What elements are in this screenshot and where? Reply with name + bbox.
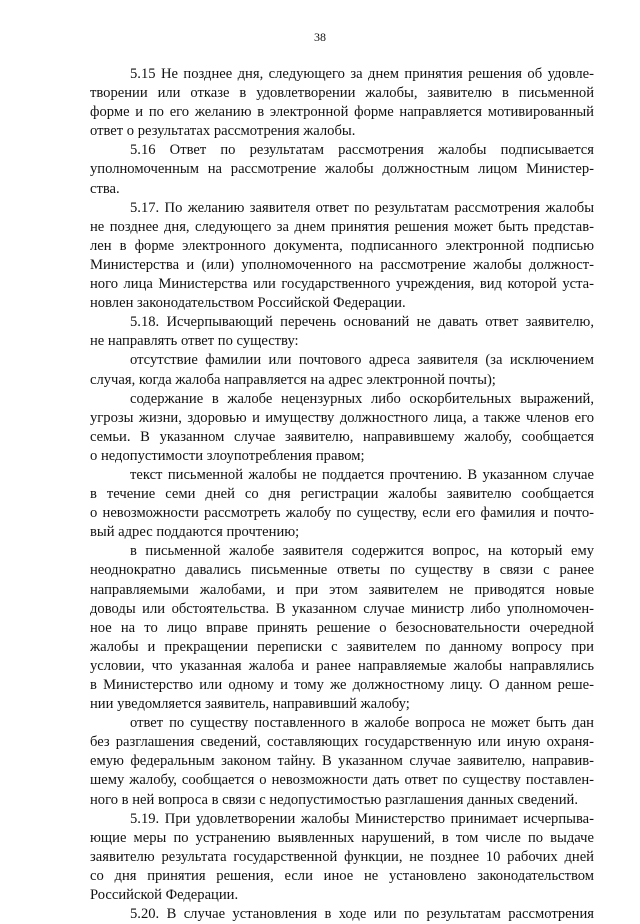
paragraph <box>90 905 594 924</box>
text-line: емую федеральным законом тайну. В указанном случае заявителю, направив- <box>90 753 594 770</box>
text-line: угрозы жизни, здоровью и имуществу должностного лица, а также членов его <box>90 409 594 426</box>
text-line: уполномоченным на рассмотрение жалобы должностным лицом Министер- <box>90 161 594 178</box>
text-line: ства. <box>90 180 120 197</box>
text-line: жалобы и прекращении переписки с заявителем по данному вопросу при <box>90 638 594 655</box>
text-line: доводы или обстоятельства. В указанном случае министр либо уполномочен- <box>90 600 594 617</box>
text-line: в письменной жалобе заявителя содержится вопрос, на который ему <box>130 543 594 560</box>
paragraph <box>90 390 594 466</box>
paragraph <box>90 141 594 198</box>
text-line: 5.20. В случае установления в ходе или по результатам рассмотрения <box>130 906 594 923</box>
text-line: направляемыми жалобами, и при этом заявителем не приводятся новые <box>90 581 594 598</box>
text-line: текст письменной жалобы не поддается прочтению. В указанном случае <box>130 466 594 483</box>
paragraph <box>90 199 594 314</box>
text-line: о недопустимости злоупотребления правом; <box>90 447 365 464</box>
paragraph <box>90 810 594 905</box>
text-line: Российской Федерации. <box>90 887 239 904</box>
text-line: ответ по существу поставленного в жалобе вопроса не может быть дан <box>130 715 594 732</box>
text-line: 5.16 Ответ по результатам рассмотрения жалобы подписывается <box>130 142 594 159</box>
text-line: семьи. В указанном случае заявителю, направившему жалобу, сообщается <box>90 428 594 445</box>
paragraph <box>90 714 594 809</box>
text-line: нии уведомляется заявитель, направивший жалобу; <box>90 696 410 713</box>
text-line: ющие меры по устранению выявленных нарушений, в том числе по выдаче <box>90 829 594 846</box>
text-line: условии, что указанная жалоба и ранее направляемые жалобы направлялись <box>90 657 594 674</box>
text-line: 5.19. При удовлетворении жалобы Министерство принимает исчерпыва- <box>130 810 594 827</box>
text-line: заявителю результата государственной функции, не позднее 10 рабочих дней <box>90 848 594 865</box>
text-line: неоднократно давались письменные ответы по существу в связи с ранее <box>90 562 594 579</box>
text-line: в Министерство или одному и тому же должностному лицу. О данном реше- <box>90 677 594 693</box>
text-line: 5.18. Исчерпывающий перечень оснований не давать ответ заявителю, <box>130 314 594 331</box>
text-line: содержание в жалобе нецензурных либо оскорбительных выражений, <box>130 390 594 407</box>
text-line: ного в ней вопроса в связи с недопустимостью разглашения данных сведений. <box>90 791 578 808</box>
text-line: ного лица Министерства или государственного учреждения, вид которой уста- <box>90 276 594 293</box>
document-body <box>90 65 594 924</box>
text-line: вый адрес поддаются прочтению; <box>90 524 300 541</box>
text-line: ное на то лицо вправе принять решение о безосновательности очередной <box>90 619 594 636</box>
paragraph <box>90 466 594 542</box>
text-line: творении или отказе в удовлетворении жалобы, заявителю в письменной <box>90 85 594 102</box>
text-line: Министерства и (или) уполномоченного на рассмотрение жалобы должност- <box>90 256 594 273</box>
text-line: ответ о результатах рассмотрения жалобы. <box>90 123 356 140</box>
page-number: 38 <box>314 30 326 44</box>
text-line: форме и по его желанию в электронной форме направляется мотивированный <box>90 104 594 121</box>
paragraph <box>90 351 594 389</box>
paragraph <box>90 313 594 351</box>
text-line: не направлять ответ по существу: <box>90 333 299 350</box>
text-line: без разглашения сведений, составляющих государственную или иную охраня- <box>90 734 594 751</box>
text-line: шему жалобу, сообщается о невозможности дать ответ по существу поставлен- <box>90 772 594 789</box>
paragraph <box>90 65 594 141</box>
text-line: о невозможности рассмотреть жалобу по существу, если его фамилия и почто- <box>90 505 594 522</box>
text-line: 5.17. По желанию заявителя ответ по результатам рассмотрения жалобы <box>130 199 594 216</box>
text-line: не позднее дня, следующего за днем принятия решения может быть представ- <box>90 218 594 235</box>
text-line: со дня принятия решения, если иное не установлено законодательством <box>90 867 594 884</box>
text-line: 5.15 Не позднее дня, следующего за днем принятия решения об удовле- <box>130 66 594 82</box>
text-line: случая, когда жалоба направляется на адрес электронной почты); <box>90 371 496 388</box>
text-line: отсутствие фамилии или почтового адреса заявителя (за исключением <box>130 352 594 369</box>
text-line: лен в форме электронного документа, подписанного электронной подписью <box>90 237 594 254</box>
text-line: в течение семи дней со дня регистрации жалобы заявителю сообщается <box>90 486 594 503</box>
text-line: новлен законодательством Российской Федерации. <box>90 295 406 312</box>
paragraph <box>90 542 594 714</box>
